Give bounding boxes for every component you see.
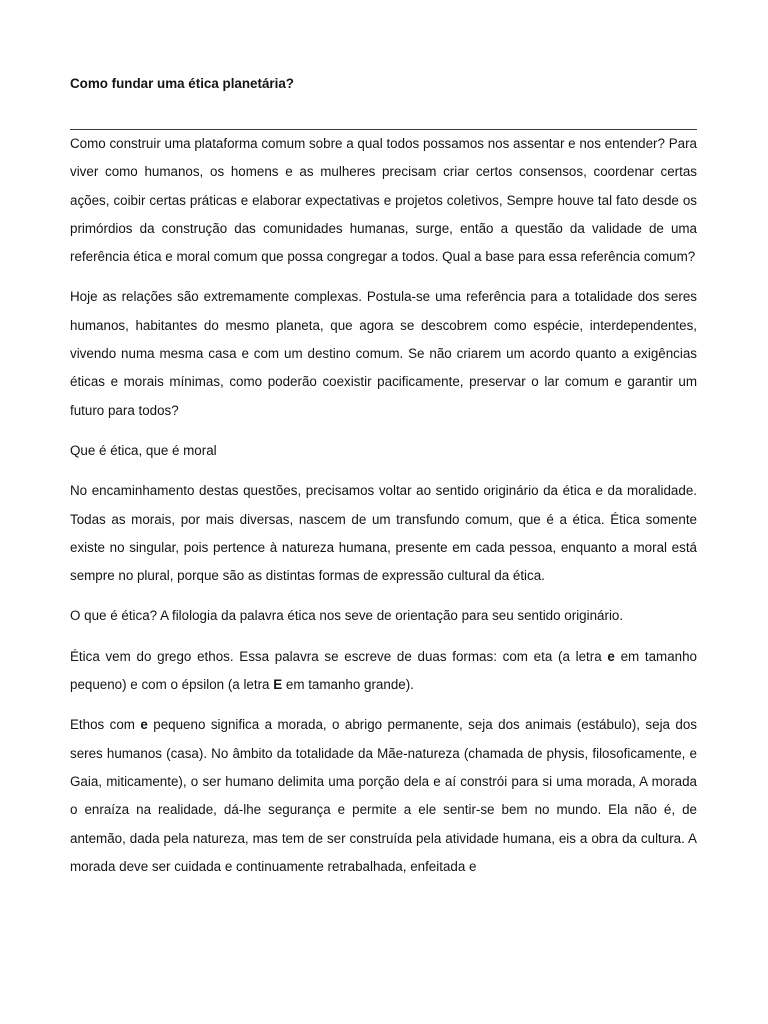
paragraph-4: O que é ética? A filologia da palavra ética nos seve de orientação para seu sentido originário. [70,608,624,624]
paragraph-6 [70,711,697,881]
document-body [70,74,697,881]
paragraph-5-text-a: Ética vem do grego ethos. Essa palavra se escreve de duas formas: com eta (a letra [70,648,608,664]
paragraph-6-bold-e: e [140,717,148,733]
paragraph-5-text-b: em tamanho pequeno) e com o épsilon (a letra [70,648,697,693]
paragraph-5-bold-e: e [607,648,615,664]
paragraph-6-text-a: Ethos com [70,717,141,733]
paragraph-5-text-c: em tamanho grande). [282,677,414,693]
section-heading: Que é ética, que é moral [70,442,217,458]
paragraph-5-bold-E: E [273,677,283,693]
paragraph-2: Hoje as relações são extremamente complexas. Postula-se uma referência para a totalidade dos seres humanos, habitantes do mesmo planeta, que agora se descobrem como espécie, interdependentes, vivendo numa mesma casa e com um destino comum. Se não criarem um acordo quanto a exigências éticas e morais mínimas, como poderão coexistir pacificamente, preservar o lar comum e garantir um futuro para todos? [70,289,697,418]
document-title: Como fundar uma ética planetária? [70,76,294,91]
paragraph-3: No encaminhamento destas questões, precisamos voltar ao sentido originário da ética e da moralidade. Todas as morais, por mais diversas, nascem de um transfundo comum, que é a ética. Ética somente existe no singular, pois pertence à natureza humana, presente em cada pessoa, enquanto a moral está sempre no plural, porque são as distintas formas de expressão cultural da ética. [70,483,697,584]
paragraph-1: Como construir uma plataforma comum sobre a qual todos possamos nos assentar e nos entender? Para viver como humanos, os homens e as mulheres precisam criar certos consensos, coordenar certas ações, coibir certas práticas e elaborar expectativas e projetos coletivos, Sempre houve tal fato desde os primórdios da construção das comunidades humanas, surge, então a questão da validade de uma referência ética e moral comum que possa congregar a todos. Qual a base para essa referência comum? [70,136,697,265]
paragraph-6-text-b: pequeno significa a morada, o abrigo permanente, seja dos animais (estábulo), seja dos seres humanos (casa). No âmbito da totalidade da Mãe-natureza (chamada de physis, filosoficamente, e Gaia, miticamente), o ser humano delimita uma porção dela e aí constrói para si uma morada, A morada o enraíza na realidade, dá-lhe segurança e permite a ele sentir-se bem no mundo. Ela não é, de antemão, dada pela natureza, mas tem de ser construída pela atividade humana, eis a obra da cultura. A morada deve ser cuidada e continuamente retrabalhada, enfeitada e [70,717,697,874]
paragraph-5 [70,643,697,700]
